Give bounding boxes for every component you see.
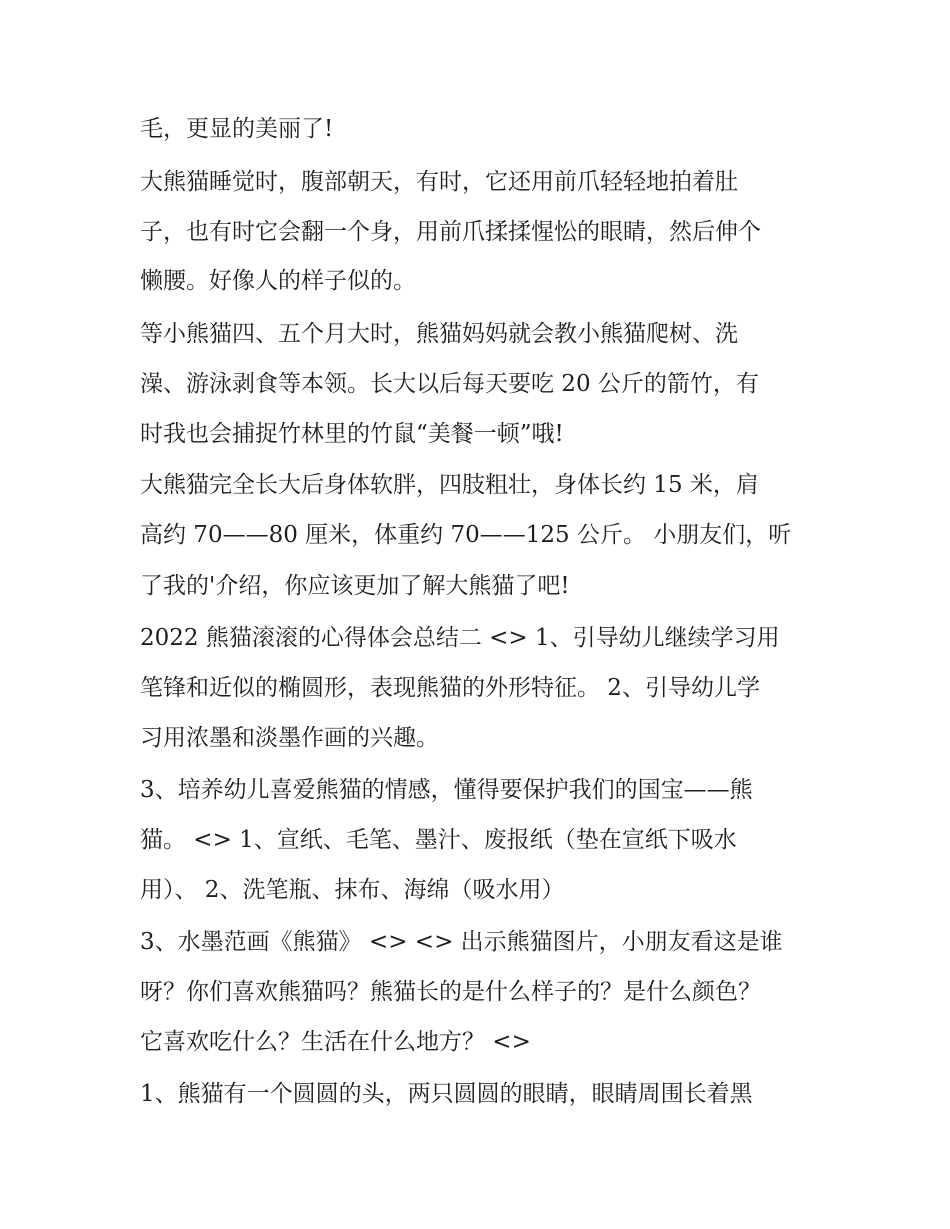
- text-line: 高约 70——80 厘米，体重约 70——125 公斤。 小朋友们，听: [140, 522, 792, 548]
- text-line: 了我的'介绍，你应该更加了解大熊猫了吧!: [140, 573, 570, 599]
- text-line: 时我也会捕捉竹林里的竹鼠“美餐一顿”哦!: [140, 421, 564, 447]
- text-line: 毛，更显的美丽了!: [140, 116, 334, 142]
- text-line: 用）、 2、洗笔瓶、抹布、海绵（吸水用）: [140, 877, 565, 903]
- text-line: 大熊猫完全长大后身体软胖，四肢粗壮，身体长约 15 米，肩: [140, 472, 759, 498]
- text-line: 等小熊猫四、五个月大时，熊猫妈妈就会教小熊猫爬树、洗: [140, 321, 738, 347]
- text-line: 1、熊猫有一个圆圆的头，两只圆圆的眼睛，眼睛周围长着黑: [140, 1081, 753, 1107]
- text-line: 呀？你们喜欢熊猫吗？熊猫长的是什么样子的？是什么颜色？: [140, 979, 761, 1005]
- text-line: 2022 熊猫滚滚的心得体会总结二 <> 1、引导幼儿继续学习用: [140, 625, 780, 651]
- text-line: 3、培养幼儿喜爱熊猫的情感，懂得要保护我们的国宝——熊: [140, 777, 753, 803]
- text-line: 笔锋和近似的椭圆形，表现熊猫的外形特征。 2、引导幼儿学: [140, 675, 760, 701]
- text-line: 3、水墨范画《熊猫》 <> <> 出示熊猫图片，小朋友看这是谁: [140, 929, 783, 955]
- text-line: 澡、游泳剥食等本领。长大以后每天要吃 20 公斤的箭竹，有: [140, 371, 759, 397]
- text-line: 大熊猫睡觉时，腹部朝天，有时，它还用前爪轻轻地拍着肚: [140, 169, 738, 195]
- text-line: 子，也有时它会翻一个身，用前爪揉揉惺忪的眼睛，然后伸个: [140, 219, 761, 245]
- text-line: 它喜欢吃什么？生活在什么地方？ <>: [140, 1029, 531, 1055]
- text-line: 猫。 <> 1、宣纸、毛笔、墨汁、废报纸（垫在宣纸下吸水: [140, 827, 737, 853]
- text-line: 懒腰。好像人的样子似的。: [140, 268, 416, 294]
- text-line: 习用浓墨和淡墨作画的兴趣。: [140, 725, 439, 751]
